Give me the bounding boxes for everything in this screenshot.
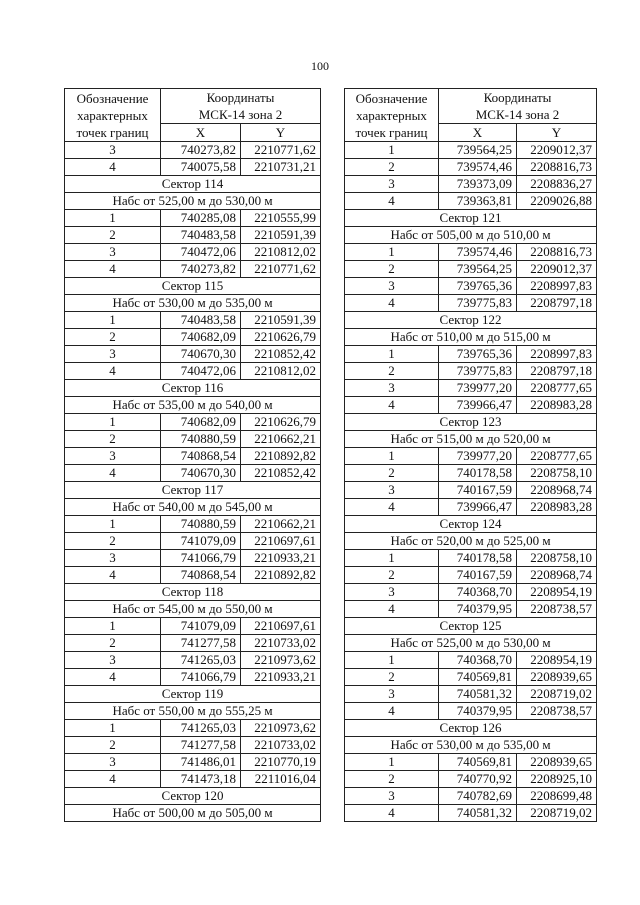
point-number-cell: 2 — [65, 329, 161, 346]
y-coordinate-cell: 2210733,02 — [241, 635, 321, 652]
sector-row — [65, 788, 321, 805]
table-row — [65, 448, 321, 465]
table-row — [65, 516, 321, 533]
point-number-cell: 1 — [345, 652, 439, 669]
table-row — [65, 635, 321, 652]
point-number-cell: 1 — [65, 720, 161, 737]
y-coordinate-cell: 2210731,21 — [241, 159, 321, 176]
table-row — [345, 550, 597, 567]
point-number-cell: 1 — [65, 210, 161, 227]
sector-label: Сектор 114 — [65, 176, 321, 193]
x-coordinate-cell: 739966,47 — [439, 397, 517, 414]
sector-row — [345, 635, 597, 652]
table-row — [65, 754, 321, 771]
x-coordinate-cell: 740868,54 — [161, 448, 241, 465]
sector-label: Набс от 525,00 м до 530,00 м — [345, 635, 597, 652]
coordinates-table-right — [344, 88, 597, 822]
y-coordinate-cell: 2208797,18 — [517, 363, 597, 380]
point-number-cell: 1 — [65, 618, 161, 635]
sector-row — [65, 703, 321, 720]
y-coordinate-cell: 2208719,02 — [517, 686, 597, 703]
sector-row — [65, 295, 321, 312]
x-coordinate-cell: 740368,70 — [439, 584, 517, 601]
sector-row — [345, 329, 597, 346]
x-coordinate-cell: 739977,20 — [439, 380, 517, 397]
y-coordinate-cell: 2208719,02 — [517, 805, 597, 822]
sector-row — [345, 516, 597, 533]
table-row — [65, 261, 321, 278]
sector-label: Сектор 123 — [345, 414, 597, 431]
x-coordinate-cell: 739977,20 — [439, 448, 517, 465]
y-coordinate-cell: 2210973,62 — [241, 720, 321, 737]
point-number-cell: 2 — [345, 363, 439, 380]
point-number-cell: 3 — [65, 244, 161, 261]
y-coordinate-cell: 2208925,10 — [517, 771, 597, 788]
table-row — [345, 346, 597, 363]
sector-row — [345, 737, 597, 754]
sector-label: Набс от 540,00 м до 545,00 м — [65, 499, 321, 516]
table-row — [65, 363, 321, 380]
table-row — [345, 295, 597, 312]
x-coordinate-cell: 740178,58 — [439, 465, 517, 482]
sector-row — [345, 227, 597, 244]
x-coordinate-cell: 741277,58 — [161, 635, 241, 652]
y-coordinate-cell: 2208954,19 — [517, 652, 597, 669]
table-row — [345, 397, 597, 414]
table-row — [345, 567, 597, 584]
header-y: Y — [241, 124, 321, 142]
header-y: Y — [517, 124, 597, 142]
point-number-cell: 2 — [345, 465, 439, 482]
x-coordinate-cell: 740569,81 — [439, 669, 517, 686]
x-coordinate-cell: 740581,32 — [439, 805, 517, 822]
table-row — [65, 567, 321, 584]
sector-row — [345, 618, 597, 635]
point-number-cell: 4 — [345, 397, 439, 414]
table-row — [345, 788, 597, 805]
y-coordinate-cell: 2208758,10 — [517, 465, 597, 482]
point-number-cell: 2 — [65, 533, 161, 550]
y-coordinate-cell: 2210770,19 — [241, 754, 321, 771]
point-number-cell: 3 — [345, 176, 439, 193]
x-coordinate-cell: 740273,82 — [161, 261, 241, 278]
x-coordinate-cell: 740868,54 — [161, 567, 241, 584]
x-coordinate-cell: 740472,06 — [161, 244, 241, 261]
sector-label: Набс от 520,00 м до 525,00 м — [345, 533, 597, 550]
sector-label: Сектор 118 — [65, 584, 321, 601]
x-coordinate-cell: 740569,81 — [439, 754, 517, 771]
y-coordinate-cell: 2208816,73 — [517, 159, 597, 176]
table-row — [345, 482, 597, 499]
point-number-cell: 2 — [345, 771, 439, 788]
sector-label: Сектор 122 — [345, 312, 597, 329]
header-coordinates-title: Координаты — [483, 90, 552, 105]
sector-label: Набс от 525,00 м до 530,00 м — [65, 193, 321, 210]
table-row — [65, 414, 321, 431]
y-coordinate-cell: 2208939,65 — [517, 669, 597, 686]
point-number-cell: 1 — [345, 754, 439, 771]
point-number-cell: 2 — [65, 431, 161, 448]
x-coordinate-cell: 740682,09 — [161, 414, 241, 431]
y-coordinate-cell: 2210591,39 — [241, 312, 321, 329]
sector-label: Набс от 515,00 м до 520,00 м — [345, 431, 597, 448]
sector-row — [345, 720, 597, 737]
x-coordinate-cell: 740483,58 — [161, 312, 241, 329]
x-coordinate-cell: 740880,59 — [161, 431, 241, 448]
x-coordinate-cell: 739765,36 — [439, 278, 517, 295]
sector-row — [65, 193, 321, 210]
x-coordinate-cell: 740880,59 — [161, 516, 241, 533]
x-coordinate-cell: 740167,59 — [439, 567, 517, 584]
y-coordinate-cell: 2208777,65 — [517, 380, 597, 397]
x-coordinate-cell: 740379,95 — [439, 703, 517, 720]
table-row — [345, 754, 597, 771]
header-coordinates-title: Координаты — [206, 90, 275, 105]
sector-row — [65, 805, 321, 822]
y-coordinate-cell: 2210626,79 — [241, 329, 321, 346]
table-row — [65, 533, 321, 550]
sector-label: Сектор 116 — [65, 380, 321, 397]
header-designation: Обозначение характерных точек границ — [345, 89, 439, 142]
table-row — [65, 244, 321, 261]
header-x: X — [161, 124, 241, 142]
x-coordinate-cell: 739564,25 — [439, 261, 517, 278]
header-coordinates-system: МСК-14 зона 2 — [198, 107, 283, 122]
table-row — [65, 720, 321, 737]
y-coordinate-cell: 2208738,57 — [517, 703, 597, 720]
table-row — [345, 771, 597, 788]
point-number-cell: 4 — [345, 193, 439, 210]
x-coordinate-cell: 741473,18 — [161, 771, 241, 788]
point-number-cell: 4 — [345, 499, 439, 516]
point-number-cell: 4 — [345, 601, 439, 618]
y-coordinate-cell: 2208777,65 — [517, 448, 597, 465]
table-row — [65, 329, 321, 346]
sector-row — [345, 312, 597, 329]
header-coordinates — [161, 89, 321, 124]
y-coordinate-cell: 2210591,39 — [241, 227, 321, 244]
sector-label: Набс от 530,00 м до 535,00 м — [345, 737, 597, 754]
y-coordinate-cell: 2208836,27 — [517, 176, 597, 193]
y-coordinate-cell: 2210973,62 — [241, 652, 321, 669]
point-number-cell: 3 — [345, 482, 439, 499]
sector-label: Сектор 125 — [345, 618, 597, 635]
x-coordinate-cell: 740670,30 — [161, 465, 241, 482]
x-coordinate-cell: 739775,83 — [439, 295, 517, 312]
y-coordinate-cell: 2208968,74 — [517, 482, 597, 499]
y-coordinate-cell: 2210733,02 — [241, 737, 321, 754]
y-coordinate-cell: 2210933,21 — [241, 550, 321, 567]
point-number-cell: 2 — [65, 227, 161, 244]
sector-label: Набс от 535,00 м до 540,00 м — [65, 397, 321, 414]
point-number-cell: 4 — [65, 669, 161, 686]
x-coordinate-cell: 739564,25 — [439, 142, 517, 159]
x-coordinate-cell: 740167,59 — [439, 482, 517, 499]
sector-label: Набс от 550,00 м до 555,25 м — [65, 703, 321, 720]
sector-row — [65, 584, 321, 601]
y-coordinate-cell: 2210812,02 — [241, 363, 321, 380]
point-number-cell: 4 — [65, 465, 161, 482]
sector-label: Сектор 120 — [65, 788, 321, 805]
point-number-cell: 3 — [345, 278, 439, 295]
x-coordinate-cell: 741265,03 — [161, 720, 241, 737]
x-coordinate-cell: 739574,46 — [439, 244, 517, 261]
y-coordinate-cell: 2208758,10 — [517, 550, 597, 567]
y-coordinate-cell: 2210852,42 — [241, 465, 321, 482]
point-number-cell: 3 — [65, 550, 161, 567]
point-number-cell: 1 — [65, 414, 161, 431]
x-coordinate-cell: 740178,58 — [439, 550, 517, 567]
point-number-cell: 1 — [345, 142, 439, 159]
x-coordinate-cell: 740770,92 — [439, 771, 517, 788]
y-coordinate-cell: 2208816,73 — [517, 244, 597, 261]
x-coordinate-cell: 741079,09 — [161, 618, 241, 635]
point-number-cell: 4 — [65, 159, 161, 176]
table-row — [345, 142, 597, 159]
x-coordinate-cell: 741277,58 — [161, 737, 241, 754]
x-coordinate-cell: 739765,36 — [439, 346, 517, 363]
point-number-cell: 1 — [345, 550, 439, 567]
sector-row — [65, 601, 321, 618]
sector-label: Набс от 500,00 м до 505,00 м — [65, 805, 321, 822]
y-coordinate-cell: 2211016,04 — [241, 771, 321, 788]
sector-row — [65, 380, 321, 397]
sector-row — [345, 210, 597, 227]
point-number-cell: 3 — [65, 448, 161, 465]
point-number-cell: 4 — [65, 363, 161, 380]
sector-label: Сектор 121 — [345, 210, 597, 227]
y-coordinate-cell: 2208738,57 — [517, 601, 597, 618]
point-number-cell: 3 — [345, 380, 439, 397]
y-coordinate-cell: 2210697,61 — [241, 618, 321, 635]
sector-label: Сектор 115 — [65, 278, 321, 295]
x-coordinate-cell: 739373,09 — [439, 176, 517, 193]
table-row — [345, 465, 597, 482]
table-row — [345, 499, 597, 516]
table-row — [345, 159, 597, 176]
y-coordinate-cell: 2210892,82 — [241, 448, 321, 465]
sector-row — [65, 499, 321, 516]
point-number-cell: 3 — [345, 788, 439, 805]
x-coordinate-cell: 739966,47 — [439, 499, 517, 516]
y-coordinate-cell: 2210662,21 — [241, 431, 321, 448]
y-coordinate-cell: 2209012,37 — [517, 142, 597, 159]
y-coordinate-cell: 2210852,42 — [241, 346, 321, 363]
sector-row — [345, 533, 597, 550]
table-row — [345, 669, 597, 686]
table-row — [65, 312, 321, 329]
table-row — [345, 652, 597, 669]
sector-row — [345, 431, 597, 448]
x-coordinate-cell: 741066,79 — [161, 669, 241, 686]
point-number-cell: 2 — [65, 635, 161, 652]
y-coordinate-cell: 2208997,83 — [517, 346, 597, 363]
table-row — [65, 346, 321, 363]
table-row — [65, 227, 321, 244]
table-row — [65, 465, 321, 482]
table-row — [65, 669, 321, 686]
y-coordinate-cell: 2208983,28 — [517, 397, 597, 414]
point-number-cell: 3 — [345, 584, 439, 601]
y-coordinate-cell: 2208954,19 — [517, 584, 597, 601]
point-number-cell: 1 — [65, 516, 161, 533]
header-x: X — [439, 124, 517, 142]
table-row — [345, 193, 597, 210]
x-coordinate-cell: 740285,08 — [161, 210, 241, 227]
y-coordinate-cell: 2210933,21 — [241, 669, 321, 686]
point-number-cell: 2 — [65, 737, 161, 754]
point-number-cell: 4 — [65, 567, 161, 584]
table-row — [345, 584, 597, 601]
point-number-cell: 2 — [345, 567, 439, 584]
point-number-cell: 2 — [345, 669, 439, 686]
point-number-cell: 1 — [345, 244, 439, 261]
table-row — [65, 618, 321, 635]
y-coordinate-cell: 2208699,48 — [517, 788, 597, 805]
table-row — [65, 142, 321, 159]
x-coordinate-cell: 741265,03 — [161, 652, 241, 669]
x-coordinate-cell: 739574,46 — [439, 159, 517, 176]
y-coordinate-cell: 2209012,37 — [517, 261, 597, 278]
x-coordinate-cell: 741066,79 — [161, 550, 241, 567]
sector-row — [65, 176, 321, 193]
y-coordinate-cell: 2210697,61 — [241, 533, 321, 550]
y-coordinate-cell: 2208968,74 — [517, 567, 597, 584]
table-row — [65, 652, 321, 669]
point-number-cell: 3 — [345, 686, 439, 703]
sector-label: Набс от 530,00 м до 535,00 м — [65, 295, 321, 312]
sector-row — [65, 278, 321, 295]
point-number-cell: 4 — [345, 703, 439, 720]
y-coordinate-cell: 2208997,83 — [517, 278, 597, 295]
page-number: 100 — [311, 59, 329, 73]
table-row — [345, 244, 597, 261]
point-number-cell: 1 — [65, 312, 161, 329]
sector-label: Набс от 505,00 м до 510,00 м — [345, 227, 597, 244]
point-number-cell: 1 — [345, 346, 439, 363]
y-coordinate-cell: 2208983,28 — [517, 499, 597, 516]
table-row — [65, 737, 321, 754]
point-number-cell: 3 — [65, 754, 161, 771]
y-coordinate-cell: 2210892,82 — [241, 567, 321, 584]
y-coordinate-cell: 2210555,99 — [241, 210, 321, 227]
table-row — [345, 176, 597, 193]
x-coordinate-cell: 740379,95 — [439, 601, 517, 618]
table-row — [345, 703, 597, 720]
point-number-cell: 4 — [345, 295, 439, 312]
sector-label: Набс от 545,00 м до 550,00 м — [65, 601, 321, 618]
sector-label: Набс от 510,00 м до 515,00 м — [345, 329, 597, 346]
y-coordinate-cell: 2210626,79 — [241, 414, 321, 431]
x-coordinate-cell: 740273,82 — [161, 142, 241, 159]
x-coordinate-cell: 740682,09 — [161, 329, 241, 346]
table-row — [345, 686, 597, 703]
sector-row — [65, 686, 321, 703]
point-number-cell: 3 — [65, 346, 161, 363]
x-coordinate-cell: 740368,70 — [439, 652, 517, 669]
coordinates-table-left — [64, 88, 321, 822]
sector-row — [65, 397, 321, 414]
point-number-cell: 3 — [65, 652, 161, 669]
table-row — [345, 363, 597, 380]
point-number-cell: 4 — [65, 771, 161, 788]
point-number-cell: 4 — [65, 261, 161, 278]
table-row — [345, 380, 597, 397]
sector-label: Сектор 124 — [345, 516, 597, 533]
x-coordinate-cell: 740483,58 — [161, 227, 241, 244]
point-number-cell: 3 — [65, 142, 161, 159]
point-number-cell: 2 — [345, 159, 439, 176]
x-coordinate-cell: 739775,83 — [439, 363, 517, 380]
point-number-cell: 4 — [345, 805, 439, 822]
table-row — [345, 448, 597, 465]
point-number-cell: 1 — [345, 448, 439, 465]
table-row — [65, 431, 321, 448]
x-coordinate-cell: 740472,06 — [161, 363, 241, 380]
table-row — [65, 771, 321, 788]
sector-row — [65, 482, 321, 499]
x-coordinate-cell: 740670,30 — [161, 346, 241, 363]
y-coordinate-cell: 2210771,62 — [241, 142, 321, 159]
sector-label: Сектор 119 — [65, 686, 321, 703]
table-row — [65, 550, 321, 567]
y-coordinate-cell: 2210812,02 — [241, 244, 321, 261]
x-coordinate-cell: 740782,69 — [439, 788, 517, 805]
table-row — [345, 805, 597, 822]
x-coordinate-cell: 740075,58 — [161, 159, 241, 176]
header-designation: Обозначение характерных точек границ — [65, 89, 161, 142]
sector-label: Сектор 117 — [65, 482, 321, 499]
table-row — [345, 601, 597, 618]
x-coordinate-cell: 741079,09 — [161, 533, 241, 550]
y-coordinate-cell: 2208797,18 — [517, 295, 597, 312]
header-coordinates — [439, 89, 597, 124]
y-coordinate-cell: 2209026,88 — [517, 193, 597, 210]
sector-label: Сектор 126 — [345, 720, 597, 737]
header-coordinates-system: МСК-14 зона 2 — [475, 107, 560, 122]
sector-row — [345, 414, 597, 431]
table-row — [65, 210, 321, 227]
y-coordinate-cell: 2210662,21 — [241, 516, 321, 533]
table-row — [65, 159, 321, 176]
x-coordinate-cell: 739363,81 — [439, 193, 517, 210]
y-coordinate-cell: 2208939,65 — [517, 754, 597, 771]
y-coordinate-cell: 2210771,62 — [241, 261, 321, 278]
x-coordinate-cell: 740581,32 — [439, 686, 517, 703]
x-coordinate-cell: 741486,01 — [161, 754, 241, 771]
point-number-cell: 2 — [345, 261, 439, 278]
table-row — [345, 278, 597, 295]
table-row — [345, 261, 597, 278]
